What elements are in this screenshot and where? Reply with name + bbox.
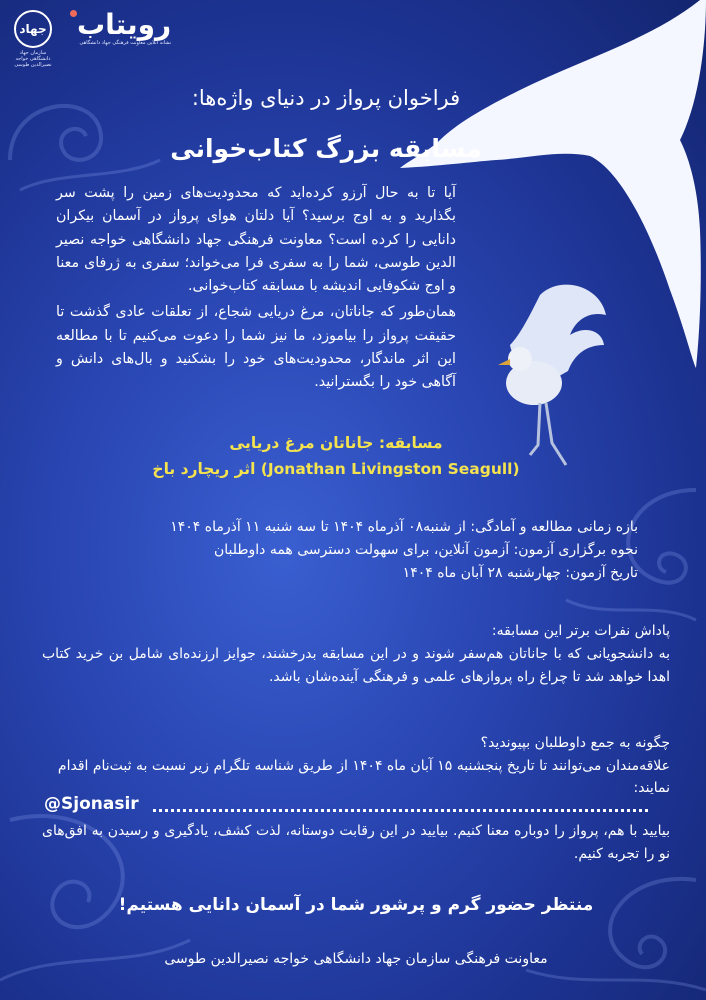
reward-heading: پاداش نفرات برتر این مسابقه: xyxy=(491,623,670,639)
book-author: (Jonathan Livingston Seagull) اثر ریچارد باخ xyxy=(152,460,520,478)
invitation-paragraph: بیایید با هم، پرواز را دوباره معنا کنیم. بیایید در این رقابت دوستانه، لذت کشف، یادگیری و رسیدن به افق‌های نو را تجربه کنیم. xyxy=(42,823,670,862)
book-info xyxy=(66,430,606,482)
exam-method: نحوه برگزاری آزمون: آزمون آنلاین، برای سهولت دسترسی همه داوطلبان xyxy=(213,542,638,558)
contest-details xyxy=(48,516,638,585)
exam-date: تاریخ آزمون: چهارشنبه ۲۸ آبان ماه ۱۴۰۴ xyxy=(402,565,638,581)
organizer-signature: معاونت فرهنگی سازمان جهاد دانشگاهی خواجه نصیرالدین طوسی xyxy=(164,951,548,967)
cloud-swirl-decoration-bottom-right xyxy=(516,850,706,1000)
cloud-swirl-decoration-left xyxy=(0,60,170,200)
reward-text: به دانشجویانی که با جاناتان هم‌سفر شوند و در این مسابقه بدرخشند، جوایز ارزنده‌ای شامل بن خرید کتاب اهدا خواهد شد تا چراغ راه پروازهای علمی و فرهنگی آینده‌شان باشد. xyxy=(42,646,670,685)
book-title: مسابقه: جاناتان مرغ دریایی xyxy=(229,434,443,452)
dotted-leader xyxy=(153,797,648,812)
jahad-emblem-logo xyxy=(10,10,56,68)
brand-name: رویتاب xyxy=(68,10,171,40)
page-title: مسابقه بزرگ کتاب‌خوانی xyxy=(170,134,482,163)
logo-block xyxy=(10,10,171,68)
call-title: فراخوان پرواز در دنیای واژه‌ها: xyxy=(191,86,461,110)
royetab-logo xyxy=(68,10,171,46)
registration-text: علاقه‌مندان می‌توانند تا تاریخ پنجشنبه ۱۵ آبان ماه ۱۴۰۴ از طریق شناسه تلگرام زیر نسبت به ثبت‌نام اقدام نمایند: xyxy=(57,757,670,796)
brand-tagline: نشانه آنلاین معاونت فرهنگی جهاد دانشگاهی xyxy=(79,40,172,46)
telegram-handle[interactable]: @Sjonasir xyxy=(44,794,139,814)
emblem-caption: سازمان جهاد دانشگاهی خواجه نصیرالدین طوسی xyxy=(14,50,52,68)
telegram-handle-row xyxy=(44,794,648,814)
registration-heading: چگونه به جمع داوطلبان بپیوندید؟ xyxy=(480,735,670,751)
brand-dot-icon xyxy=(70,10,77,17)
jahad-emblem-icon: جهاد xyxy=(14,10,52,48)
intro-paragraph-1: آیا تا به حال آرزو کرده‌اید که محدودیت‌های زمین را پشت سر بگذارید و به اوج برسید؟ آیا دلتان هوای پرواز در آسمان بیکران دانایی را کرده است؟ معاونت فرهنگی جهاد دانشگاهی خواجه نصیر الدین طوسی، شما را به سفری فرا می‌خواند؛ سفری به ژرفای معنا و اوج شکوفایی اندیشه با مسابقه کتاب‌خوانی. xyxy=(56,185,456,295)
study-period: بازه زمانی مطالعه و آمادگی: از شنبه۰۸ آذرماه ۱۴۰۴ تا سه شنبه ۱۱ آذرماه ۱۴۰۴ xyxy=(170,519,638,535)
reward-section xyxy=(42,620,670,689)
intro-text xyxy=(56,182,456,398)
registration-section xyxy=(42,732,670,800)
closing-line: منتظر حضور گرم و پرشور شما در آسمان دانایی هستیم! xyxy=(118,895,594,915)
intro-paragraph-2: همان‌طور که جاناتان، مرغ دریایی شجاع، از تعلقات عادی گذشت تا حقیقت پرواز را بیاموزد، ما نیز شما را دعوت می‌کنیم تا با مطالعه این اثر ماندگار، محدودیت‌های خود را بشکنید و بال‌های دانش و آگاهی خود را بگسترانید. xyxy=(56,304,456,391)
invitation-text xyxy=(42,820,670,866)
